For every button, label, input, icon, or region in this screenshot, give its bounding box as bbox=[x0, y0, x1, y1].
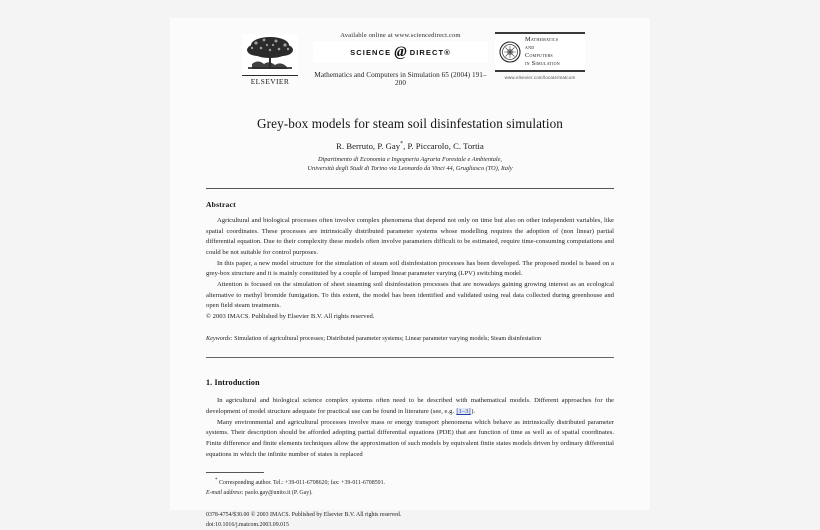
sciencedirect-word-direct: DIRECT® bbox=[409, 47, 451, 57]
masthead bbox=[170, 32, 650, 94]
footnote-marker-icon: * bbox=[215, 478, 218, 484]
elsevier-tree-icon bbox=[242, 34, 298, 75]
section-heading-introduction: 1. Introduction bbox=[206, 378, 260, 388]
sciencedirect-word-science: SCIENCE bbox=[350, 47, 392, 57]
footnote-corresponding-author bbox=[206, 477, 614, 489]
author-list bbox=[170, 141, 650, 151]
intro-p1-text-before-ref: In agricultural and biological science complex systems often need to be described with mathematical models. Different approaches for the development of model structure adequate for practical use can be found in literature (see, e.g. bbox=[206, 397, 614, 415]
journal-logo-line3: Computers bbox=[525, 52, 553, 59]
available-online-text: Available online at www.sciencedirect.com bbox=[340, 32, 461, 39]
paper-sheet bbox=[170, 18, 650, 528]
corresponding-author-marker: * bbox=[400, 141, 404, 148]
author-names: R. Berruto, P. Gay bbox=[336, 141, 401, 151]
abstract-paragraph-3: Attention is focused on the simulation of sheet steaming soil disinfestation processes that are nowadays gaining growing interest as an ecological alternative to methyl bromide fumigation. To this extent, the model has been identified and validated using real data collected during greenhouse and open field steam treatments. bbox=[206, 280, 614, 310]
abstract-copyright: © 2003 IMACS. Published by Elsevier B.V. All rights reserved. bbox=[206, 312, 375, 320]
article-body bbox=[170, 200, 650, 343]
elsevier-wordmark: ELSEVIER bbox=[242, 75, 298, 86]
journal-logo-inner bbox=[495, 32, 585, 72]
article-title: Grey-box models for steam soil disinfestation simulation bbox=[257, 116, 563, 131]
imprint-block bbox=[206, 511, 614, 530]
divider-top bbox=[206, 188, 614, 189]
elsevier-logo bbox=[242, 34, 298, 86]
journal-logo-title bbox=[525, 36, 560, 69]
footnote-divider bbox=[206, 472, 264, 473]
author-names-rest: , P. Piccarolo, C. Tortia bbox=[403, 141, 484, 151]
affiliation bbox=[170, 155, 650, 174]
journal-logo-box bbox=[495, 32, 585, 80]
abstract-paragraph-2: In this paper, a new model structure for the simulation of steam soil disinfestation processes has been developed. The proposed model is based on a grey-box structure and it is mainly constituted by a couple of lumped linear parameter varying (LPV) switching model. bbox=[206, 259, 614, 278]
introduction-paragraph-2: Many environmental and agricultural processes involve mass or energy transport phenomena which behave as intrinsically distributed parameter systems. Their description should be afforded adopting partial differential equations (PDE) that are function of time as well as of spatial coordinates. Finite difference and finite elements techniques allow the approximation of such models by equivalent finite states models driven by ordinary differential equations in which the infinite number of states is replaced bbox=[206, 418, 614, 458]
keywords-label: Keywords: bbox=[206, 334, 233, 342]
abstract-paragraph-1: Agricultural and biological processes often involve complex phenomena that depend not only on time but also on other independent variables, like spatial coordinates. These processes are intrinsically distributed parameter systems whose modelling requires the adoption of (non linear) partial differential equation. Due to their complexity these models often involve parameters difficult to be estimated, require time-consuming computations and could be not suitable for control purposes. bbox=[206, 216, 614, 256]
intro-p1-text-after-ref: ). bbox=[471, 407, 476, 415]
affiliation-line-2: Università degli Studi di Torino via Leonardo da Vinci 44, Grugliasco (TO), Italy bbox=[307, 165, 513, 173]
journal-logo-line4: in Simulation bbox=[525, 60, 560, 68]
email-address-label: E-mail address: bbox=[206, 489, 244, 496]
affiliation-line-1: Dipartimento di Economia e Ingegneria Agraria Forestale e Ambientale, bbox=[317, 156, 503, 163]
abstract-heading: Abstract bbox=[206, 199, 236, 209]
imacs-seal-icon bbox=[499, 41, 521, 63]
footnote-corresponding-text: Corresponding author. Tel.: +39-011-6708620; fax: +39-011-6708591. bbox=[218, 480, 386, 487]
sciencedirect-logo bbox=[313, 41, 488, 63]
reference-link-1-3[interactable]: [1–3] bbox=[456, 407, 471, 415]
imprint-doi: doi:10.1016/j.matcom.2003.09.015 bbox=[206, 521, 289, 528]
imprint-issn-copyright: 0378-4754/$30.00 © 2003 IMACS. Published by Elsevier B.V. All rights reserved. bbox=[206, 512, 402, 519]
divider-abstract-bottom bbox=[206, 357, 614, 358]
footnote-email bbox=[206, 489, 614, 499]
journal-logo-line1: Mathematics bbox=[525, 35, 559, 43]
journal-citation-line: Mathematics and Computers in Simulation 65 (2004) 191–200 bbox=[314, 71, 487, 87]
at-sign-icon: @ bbox=[394, 43, 407, 60]
sciencedirect-block bbox=[313, 32, 488, 87]
keywords bbox=[206, 334, 614, 344]
introduction-paragraph-1 bbox=[206, 396, 614, 417]
journal-logo-url: www.elsevier.com/locate/matcom bbox=[504, 75, 576, 80]
email-address-value: paolo.gay@unito.it (P. Gay). bbox=[243, 489, 313, 496]
keywords-text: Simulation of agricultural processes; Distributed parameter systems; Linear parameter varying models; Steam disinfestation bbox=[232, 334, 542, 342]
introduction-section bbox=[170, 378, 650, 530]
journal-logo-line2: and bbox=[525, 43, 535, 51]
